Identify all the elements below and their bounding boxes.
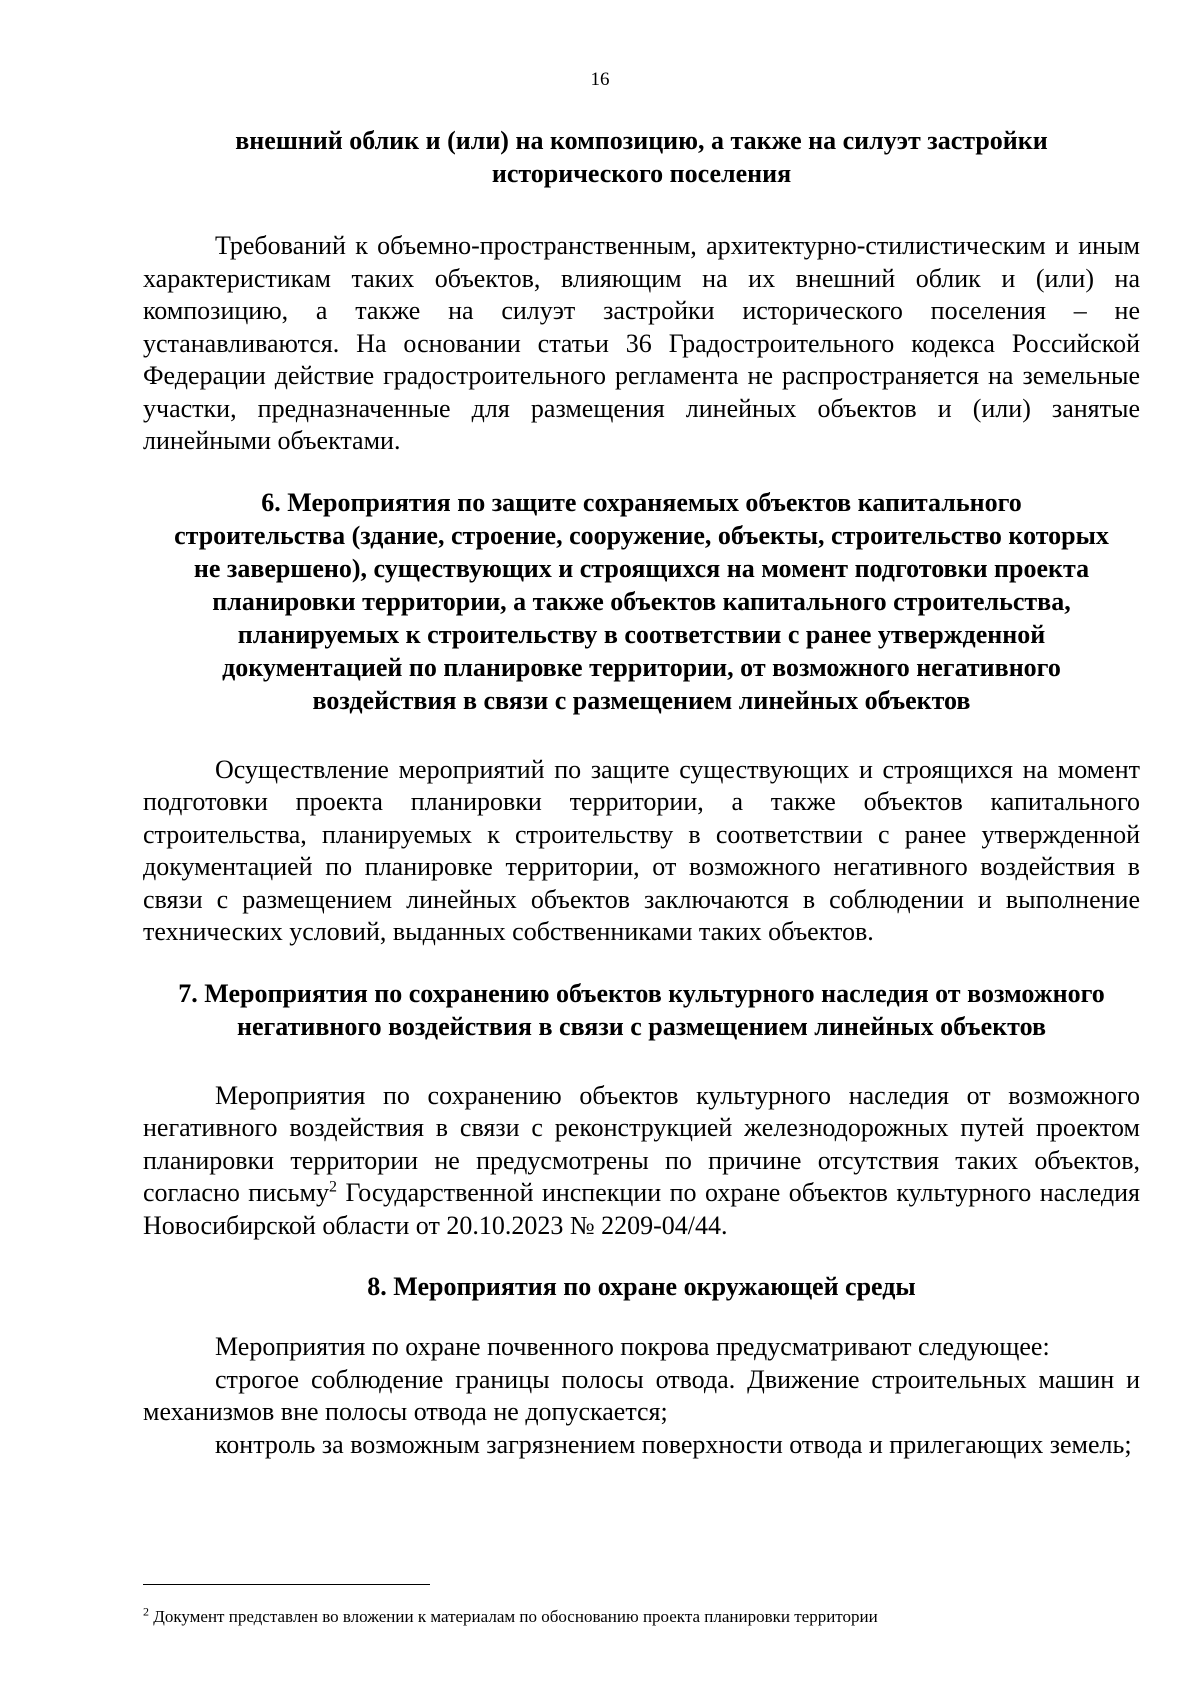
list-item-contamination-control: контроль за возможным загрязнением поверхности отвода и прилегающих земель; xyxy=(215,1429,1132,1459)
paragraph-section-7-text-end: Государственной инспекции по охране объектов культурного наследия Новосибирской области от 20.10.2023 № 2209-04/44. xyxy=(143,1178,1141,1240)
footnote xyxy=(143,1606,1140,1628)
footnote-reference[interactable]: 2 xyxy=(329,1178,337,1196)
heading-continuation: внешний облик и (или) на композицию, а также на силуэт застройки исторического поселения xyxy=(235,126,1048,188)
paragraph-requirements: Требований к объемно-пространственным, архитектурно-стилистическим и иным характеристикам таких объектов, влияющим на их внешний облик и (или) на композицию, а также на силуэт застройки исторического поселения – не устанавливаются. На основании статьи 36 Градостроительного кодекса Российской Федерации действие градостроительного регламента не распространяется на земельные участки, предназначенные для размещения линейных объектов и (или) занятые линейными объектами. xyxy=(143,231,1140,455)
paragraph-section-6: Осуществление мероприятий по защите существующих и строящихся на момент подготовки проекта планировки территории, а также объектов капитального строительства, планируемых к строительству в соответствии с ранее утвержденной документацией по планировке территории, от возможного негативного воздействия в связи с размещением линейных объектов заключаются в соблюдении и выполнение технических условий, выданных собственниками таких объектов. xyxy=(143,754,1140,946)
heading-section-8: 8. Мероприятия по охране окружающей среды xyxy=(367,1272,916,1301)
paragraph-section-7-text: Мероприятия по сохранению объектов культурного наследия от возможного негативного воздействия в связи с реконструкцией железнодорожных путей проектом планировки территории не предусмотрены по причине отсутствия таких объектов, согласно письму xyxy=(143,1080,1140,1207)
footnote-text: Документ представлен во вложении к материалам по обоснованию проекта планировки территории xyxy=(149,1607,878,1626)
footnote-separator xyxy=(143,1584,430,1585)
footnote-marker: 2 xyxy=(143,1604,149,1619)
heading-section-6: 6. Мероприятия по защите сохраняемых объектов капитального строительства (здание, строение, сооружение, объекты, строительство которых не завершено), существующих и строящихся на момент подготовки проекта планировки территории, а также объектов капитального строительства, планируемых к строительству в соответствии с ранее утвержденной документацией по планировке территории, от возможного негативного воздействия в связи с размещением линейных объектов xyxy=(174,487,1109,715)
page-content xyxy=(143,124,1140,1461)
paragraph-section-8-intro: Мероприятия по охране почвенного покрова предусматривают следующее: xyxy=(215,1332,1050,1361)
page-number: 16 xyxy=(590,69,610,90)
list-item-boundary: строгое соблюдение границы полосы отвода. Движение строительных машин и механизмов вне полосы отвода не допускается; xyxy=(143,1364,1140,1426)
heading-section-7: 7. Мероприятия по сохранению объектов культурного наследия от возможного негативного воздействия в связи с размещением линейных объектов xyxy=(178,978,1105,1041)
paragraph-section-7 xyxy=(143,1080,1140,1243)
